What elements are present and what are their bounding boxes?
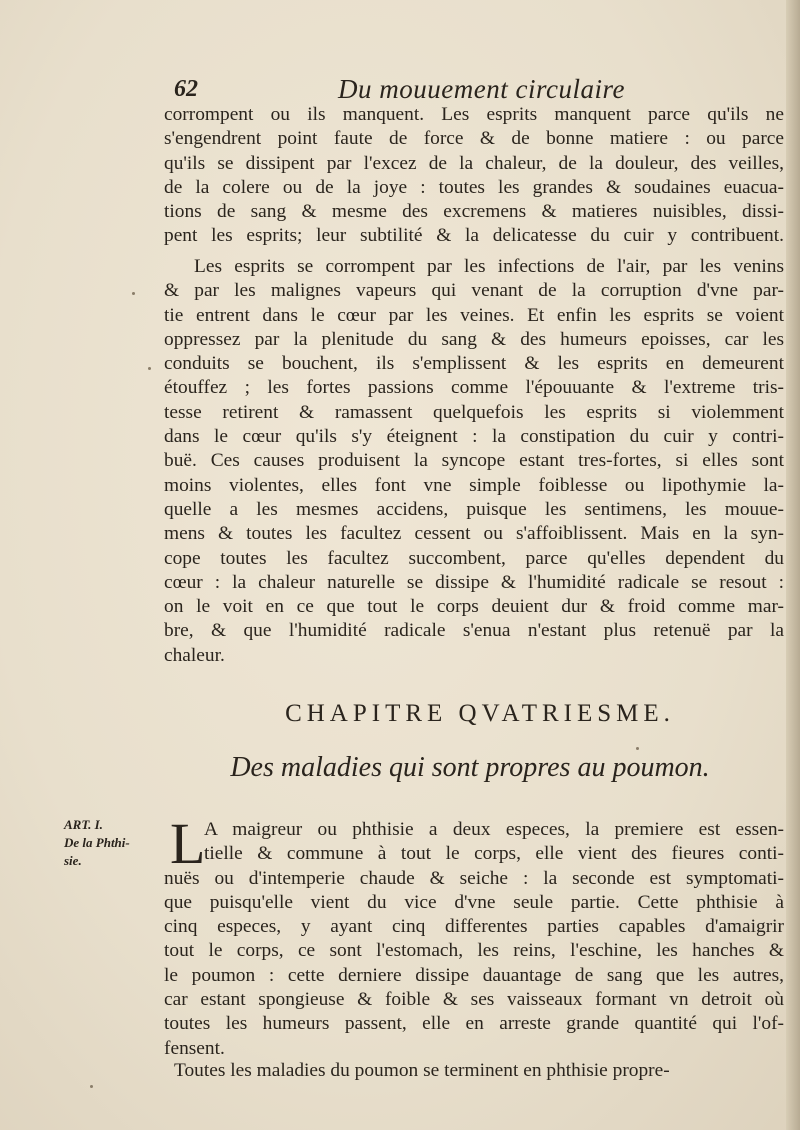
text-line: buë. Ces causes produisent la syncope estant tres-fortes, si elles sont [164, 450, 784, 472]
text-line: tielle & commune à tout le corps, elle vient des fieures conti- [204, 843, 784, 865]
text-line: toutes les humeurs passent, elle en arreste grande quantité qui l'of- [164, 1013, 784, 1035]
text-line: le poumon : cette derniere dissipe dauantage de sang que les autres, [164, 964, 784, 986]
text-line: corrompent ou ils manquent. Les esprits manquent parce qu'ils ne [164, 104, 784, 125]
text-line: quelle a les mesmes accidens, puisque les sentimens, les mouue- [164, 498, 784, 520]
text-line: dans le cœur qu'ils s'y éteignent : la constipation du cuir y contri- [164, 426, 784, 448]
text-line: tie entrent dans le cœur par les veines. Et enfin les esprits se voient [164, 304, 784, 326]
text-line: pent les esprits; leur subtilité & la delicatesse du cuir y contribuent. [164, 225, 784, 247]
paragraph-4 [164, 1059, 784, 1083]
text-line: oppressez par la plenitude du sang & des humeurs epoisses, car les [164, 328, 784, 350]
text-line: bre, & que l'humidité radicale s'enua n'estant plus retenuë par la [164, 620, 784, 642]
page-gutter-shadow [786, 0, 800, 1130]
text-line: cinq especes, y ayant cinq differentes parties capables d'amaigrir [164, 916, 784, 938]
text-line: tesse retirent & ramassent quelquefois les esprits si violemment [164, 401, 784, 423]
margin-note-line: ART. I. [64, 817, 103, 832]
text-line: tions de sang & mesme des excremens & matieres nuisibles, dissi- [164, 201, 784, 223]
paper-speck [132, 292, 135, 295]
margin-note-line: sie. [64, 853, 82, 868]
chapter-subtitle: Des maladies qui sont propres au poumon. [230, 752, 710, 783]
text-line: moins violentes, elles font vne simple foiblesse ou lipothymie la- [164, 474, 784, 496]
paragraph-3 [164, 811, 784, 1061]
text-line: nuës ou d'intemperie chaude & seiche : la seconde est symptomati- [164, 867, 784, 889]
text-line: Les esprits se corrompent par les infections de l'air, par les venins [194, 256, 784, 277]
text-line: Toutes les maladies du poumon se terminent en phthisie propre- [174, 1060, 670, 1081]
text-line: fensent. [164, 1037, 225, 1059]
drop-cap: L [170, 811, 206, 876]
paper-speck [148, 367, 151, 370]
paragraph-1 [164, 103, 784, 249]
text-line: tout le corps, ce sont l'estomach, les reins, l'eschine, les hanches & [164, 940, 784, 962]
text-line: étouffez ; les fortes passions comme l'épouuante & l'extreme tris- [164, 377, 784, 399]
text-line: qu'ils se dissipent par l'excez de la chaleur, de la douleur, des veilles, [164, 152, 784, 174]
margin-note-line: De la Phthi- [64, 835, 130, 850]
margin-note [64, 816, 160, 870]
text-line: chaleur. [164, 644, 225, 666]
text-line: conduits se bouchent, ils s'emplissent & les esprits en demeurent [164, 353, 784, 375]
running-head: Du mouuement circulaire [338, 74, 625, 104]
page-number: 62 [174, 76, 198, 102]
text-line: cope toutes les facultez succombent, parce qu'elles dependent du [164, 547, 784, 569]
text-line: s'engendrent point faute de force & de bonne matiere : ou parce [164, 128, 784, 150]
text-line: que puisqu'elle vient du vice d'vne seule partie. Cette phthisie à [164, 891, 784, 913]
chapter-title: CHAPITRE QVATRIESME. [285, 700, 675, 727]
paper-speck [90, 1085, 93, 1088]
paper-speck [636, 747, 639, 750]
paragraph-2 [164, 255, 784, 668]
text-line: cœur : la chaleur naturelle se dissipe & l'humidité radicale se resout : [164, 571, 784, 593]
text-line: A maigreur ou phthisie a deux especes, la premiere est essen- [204, 819, 784, 840]
text-line: on le voit en ce que tout le corps deuient dur & froid comme mar- [164, 596, 784, 618]
text-line: mens & toutes les facultez cessent ou s'affoiblissent. Mais en la syn- [164, 523, 784, 545]
text-line: car estant spongieuse & foible & ses vaisseaux formant vn detroit où [164, 989, 784, 1011]
text-line: & par les malignes vapeurs qui venant de la corruption d'vne par- [164, 280, 784, 302]
text-line: de la colere ou de la joye : toutes les grandes & soudaines euacua- [164, 176, 784, 198]
